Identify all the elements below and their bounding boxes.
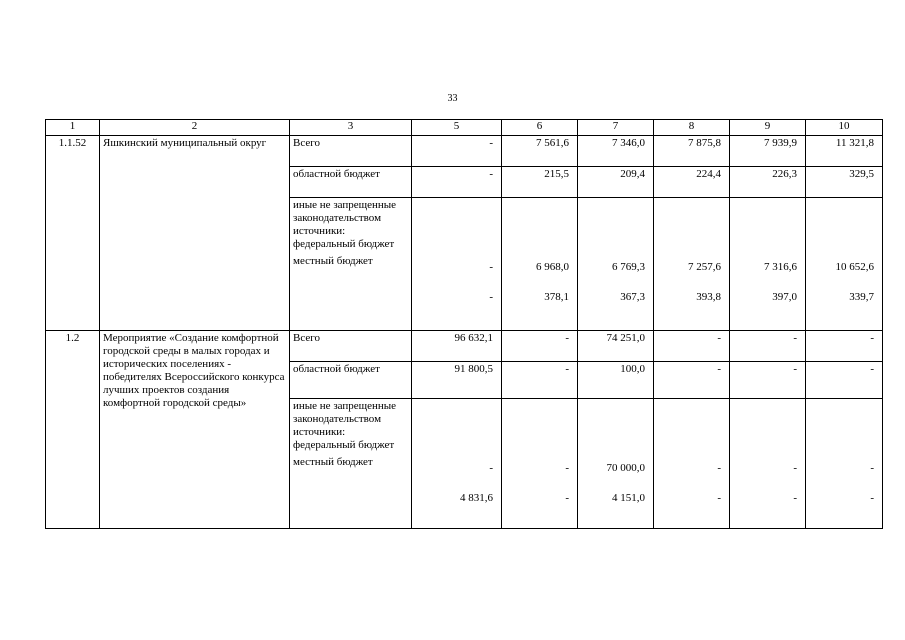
value-cell: 209,4	[578, 167, 654, 198]
spacer	[657, 274, 721, 291]
col-header: 5	[412, 120, 502, 136]
federal-value: 7 316,6	[764, 261, 797, 273]
budget-table	[45, 119, 883, 529]
local-value: -	[870, 492, 874, 504]
federal-value: 70 000,0	[606, 462, 645, 474]
local-value: 393,8	[696, 291, 721, 303]
value-cell	[654, 198, 730, 331]
table-row	[46, 331, 883, 362]
col-header: 6	[502, 120, 578, 136]
value-cell	[502, 198, 578, 331]
federal-value: 7 257,6	[688, 261, 721, 273]
row-id: 1.1.52	[46, 136, 100, 331]
federal-budget-label: федеральный бюджет	[293, 238, 395, 250]
local-budget-label: местный бюджет	[293, 456, 373, 468]
spacer	[581, 274, 645, 291]
spacer	[415, 475, 493, 492]
value-cell: 74 251,0	[578, 331, 654, 362]
spacer	[505, 274, 569, 291]
spacer	[809, 475, 874, 492]
value-cell: 329,5	[806, 167, 883, 198]
value-cell: -	[502, 331, 578, 362]
row-name: Мероприятие «Создание комфортной городской среды в малых городах и исторических поселениях - победителях Всероссийского конкурса лучших проектов создания комфортной городской среды»	[100, 331, 290, 529]
federal-value: -	[870, 462, 874, 474]
value-cell	[412, 399, 502, 529]
value-cell	[578, 198, 654, 331]
value-cell: -	[730, 331, 806, 362]
col-header: 9	[730, 120, 806, 136]
local-value: 4 831,6	[460, 492, 493, 504]
value-cell	[806, 399, 883, 529]
spacer	[415, 274, 493, 291]
local-value: 339,7	[849, 291, 874, 303]
value-cell: 11 321,8	[806, 136, 883, 167]
local-value: -	[717, 492, 721, 504]
local-value: 367,3	[620, 291, 645, 303]
federal-value: 6 968,0	[536, 261, 569, 273]
value-cell: -	[730, 362, 806, 399]
header-row	[46, 120, 883, 136]
funding-source: областной бюджет	[290, 362, 412, 399]
federal-value: -	[489, 261, 493, 273]
value-cell: 7 939,9	[730, 136, 806, 167]
local-budget-label: местный бюджет	[293, 255, 373, 267]
col-header: 10	[806, 120, 883, 136]
value-cell	[806, 198, 883, 331]
value-cell	[578, 399, 654, 529]
value-cell: -	[654, 331, 730, 362]
federal-value: 10 652,6	[835, 261, 874, 273]
value-cell: -	[806, 362, 883, 399]
value-cell: 215,5	[502, 167, 578, 198]
local-value: -	[565, 492, 569, 504]
value-cell: -	[654, 362, 730, 399]
row-name: Яшкинский муниципальный округ	[100, 136, 290, 331]
federal-value: -	[793, 462, 797, 474]
col-header: 1	[46, 120, 100, 136]
col-header: 8	[654, 120, 730, 136]
local-value: 397,0	[772, 291, 797, 303]
value-cell	[654, 399, 730, 529]
table-row	[46, 136, 883, 167]
local-value: -	[489, 291, 493, 303]
spacer	[581, 475, 645, 492]
col-header: 3	[290, 120, 412, 136]
value-cell: 226,3	[730, 167, 806, 198]
col-header: 2	[100, 120, 290, 136]
row-id: 1.2	[46, 331, 100, 529]
spacer	[809, 274, 874, 291]
funding-source-other	[290, 399, 412, 529]
value-cell: 91 800,5	[412, 362, 502, 399]
value-cell	[730, 198, 806, 331]
local-value: -	[793, 492, 797, 504]
value-cell: -	[502, 362, 578, 399]
local-value: 4 151,0	[612, 492, 645, 504]
spacer	[733, 475, 797, 492]
value-cell: 7 561,6	[502, 136, 578, 167]
federal-value: -	[565, 462, 569, 474]
value-cell: -	[412, 167, 502, 198]
value-cell: 7 346,0	[578, 136, 654, 167]
federal-value: 6 769,3	[612, 261, 645, 273]
other-sources-label: иные не запрещенные законодательством источники:	[293, 199, 397, 237]
federal-budget-label: федеральный бюджет	[293, 439, 395, 451]
funding-source: областной бюджет	[290, 167, 412, 198]
value-cell: -	[806, 331, 883, 362]
col-header: 7	[578, 120, 654, 136]
funding-source: Всего	[290, 331, 412, 362]
value-cell: 100,0	[578, 362, 654, 399]
value-cell: 96 632,1	[412, 331, 502, 362]
spacer	[505, 475, 569, 492]
value-cell: 7 875,8	[654, 136, 730, 167]
local-value: 378,1	[544, 291, 569, 303]
funding-source: Всего	[290, 136, 412, 167]
value-cell	[412, 198, 502, 331]
value-cell	[730, 399, 806, 529]
value-cell: 224,4	[654, 167, 730, 198]
other-sources-label: иные не запрещенные законодательством источники:	[293, 400, 397, 438]
federal-value: -	[489, 462, 493, 474]
spacer	[733, 274, 797, 291]
spacer	[657, 475, 721, 492]
value-cell	[502, 399, 578, 529]
page-number: 33	[447, 93, 458, 104]
funding-source-other	[290, 198, 412, 331]
value-cell: -	[412, 136, 502, 167]
federal-value: -	[717, 462, 721, 474]
